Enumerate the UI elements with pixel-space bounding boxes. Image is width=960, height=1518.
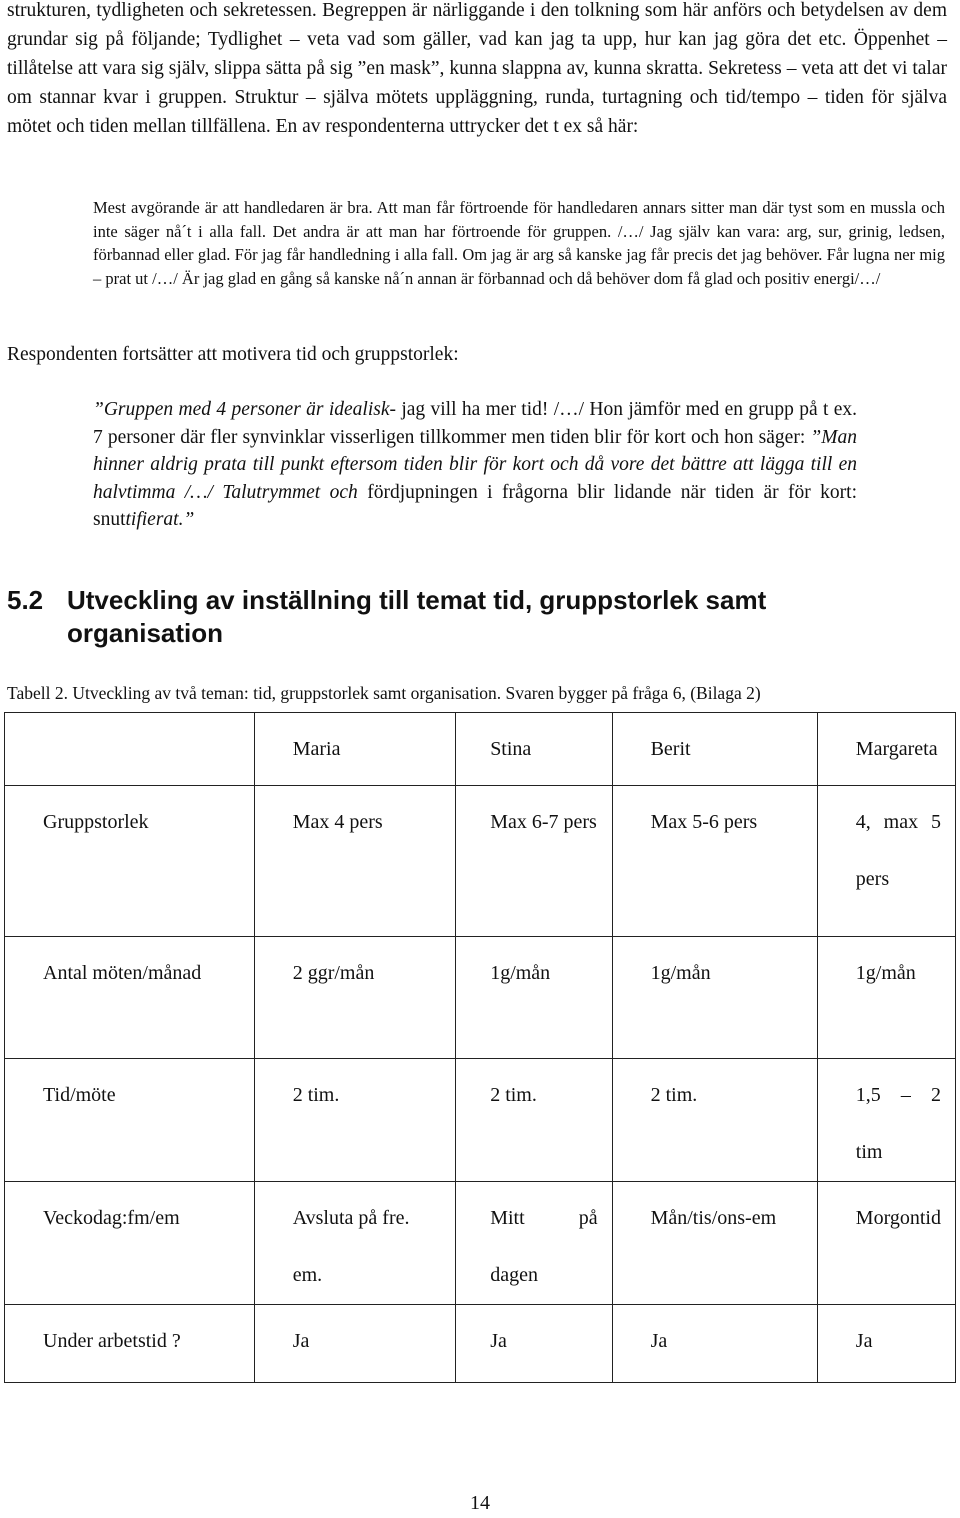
table-cell: 2 ggr/mån <box>254 937 456 1059</box>
quote-text-2: jag vill ha mer tid! /…/ Hon jämför med en grupp på t ex. 7 personer där fler synvinklar visserligen tillkommer men tiden blir för kort och hon säger: <box>93 399 857 448</box>
table-cell: Veckodag:fm/em <box>5 1182 255 1305</box>
table-caption: Tabell 2. Utveckling av två teman: tid, gruppstorlek samt organisation. Svaren bygger på fråga 6, (Bilaga 2) <box>7 683 761 703</box>
table-row <box>5 1059 956 1182</box>
table-cell: Max 5-6 pers <box>612 786 817 937</box>
table-cell: Antal möten/månad <box>5 937 255 1059</box>
table-cell: Max 6-7 pers <box>456 786 612 937</box>
header-cell: Berit <box>612 713 817 786</box>
table-cell: Tid/möte <box>5 1059 255 1182</box>
indented-quote: Mest avgörande är att handledaren är bra. Att man får förtroende för handledaren annars sitter man där tyst som en mussla och inte säger nå´t i alla fall. Det andra är att man har förtroende för gruppen. /…/ Jag själv kan vara: arg, sur, grinig, ledsen, förbannad eller glad. För jag får handledning i alla fall. Om jag är arg så kanske jag får precis det jag behöver. Får lugna ner mig – prat ut /…/ Är jag glad en gång så kanske nå´n annan är förbannad och då behöver dom få glad och positiv energi/…/ <box>93 198 945 288</box>
section-number: 5.2 <box>7 585 44 615</box>
section-heading <box>7 584 907 650</box>
header-cell <box>5 713 255 786</box>
body-paragraph: strukturen, tydligheten och sekretessen. Begreppen är närliggande i den tolkning som här anförs och betydelsen av dem grundar sig på följande; Tydlighet – veta vad som gäller, vad kan jag ta upp, hur kan jag göra det etc. Öppenhet – tillåtelse att vara sig själv, slippa sätta på sig ”en mask”, kunna slappna av, kunna skratta. Sekretess – veta att det vi talar om stannar kvar i gruppen. Struktur – själva mötets uppläggning, runda, turtagning och tid/tempo – tiden för själva mötet och tiden mellan tillfällena. En av respondenterna uttrycker det t ex så här: <box>7 0 947 137</box>
table-row <box>5 1182 956 1305</box>
table-cell: 2 tim. <box>456 1059 612 1182</box>
table-cell: Ja <box>612 1305 817 1383</box>
table-cell: Ja <box>254 1305 456 1383</box>
table-cell: 1,5 – 2 tim <box>817 1059 955 1182</box>
quote-italic-5: tifierat.” <box>125 509 195 530</box>
table-row <box>5 937 956 1059</box>
table-cell: 1g/mån <box>456 937 612 1059</box>
header-cell: Maria <box>254 713 456 786</box>
table-cell: Morgontid <box>817 1182 955 1305</box>
table-row <box>5 1305 956 1383</box>
table-row <box>5 786 956 937</box>
table-cell: Avsluta på fre. em. <box>254 1182 456 1305</box>
comparison-table <box>4 712 956 1383</box>
header-cell: Margareta <box>817 713 955 786</box>
section-title-line1: Utveckling av inställning till temat tid, gruppstorlek samt <box>67 585 767 615</box>
table-cell: Mitt på dagen <box>456 1182 612 1305</box>
table-cell: 1g/mån <box>612 937 817 1059</box>
lead-sentence: Respondenten fortsätter att motivera tid och gruppstorlek: <box>7 344 459 365</box>
table-cell: Ja <box>456 1305 612 1383</box>
table-cell: Ja <box>817 1305 955 1383</box>
table-cell: 1g/mån <box>817 937 955 1059</box>
table-cell: Mån/tis/ons-em <box>612 1182 817 1305</box>
table-cell: 4, max 5 pers <box>817 786 955 937</box>
table-cell: Gruppstorlek <box>5 786 255 937</box>
page-number: 14 <box>470 1492 490 1514</box>
respondent-quote <box>93 396 857 534</box>
table-cell: Under arbetstid ? <box>5 1305 255 1383</box>
table-cell: 2 tim. <box>254 1059 456 1182</box>
table-cell: Max 4 pers <box>254 786 456 937</box>
section-title-line2: organisation <box>67 618 224 648</box>
quote-text-4: fördjupningen i frågorna blir lidande när tiden är för kort: snut <box>93 481 858 530</box>
quote-italic-3: ”Man hinner aldrig prata till punkt eftersom tiden blir för kort och då vore det bättre att lägga till en halvtimma /…/ Talutrymmet och <box>93 426 857 503</box>
table-header-row <box>5 713 956 786</box>
header-cell: Stina <box>456 713 612 786</box>
quote-italic-1: ”Gruppen med 4 personer är idealisk- <box>93 399 396 420</box>
table-cell: 2 tim. <box>612 1059 817 1182</box>
